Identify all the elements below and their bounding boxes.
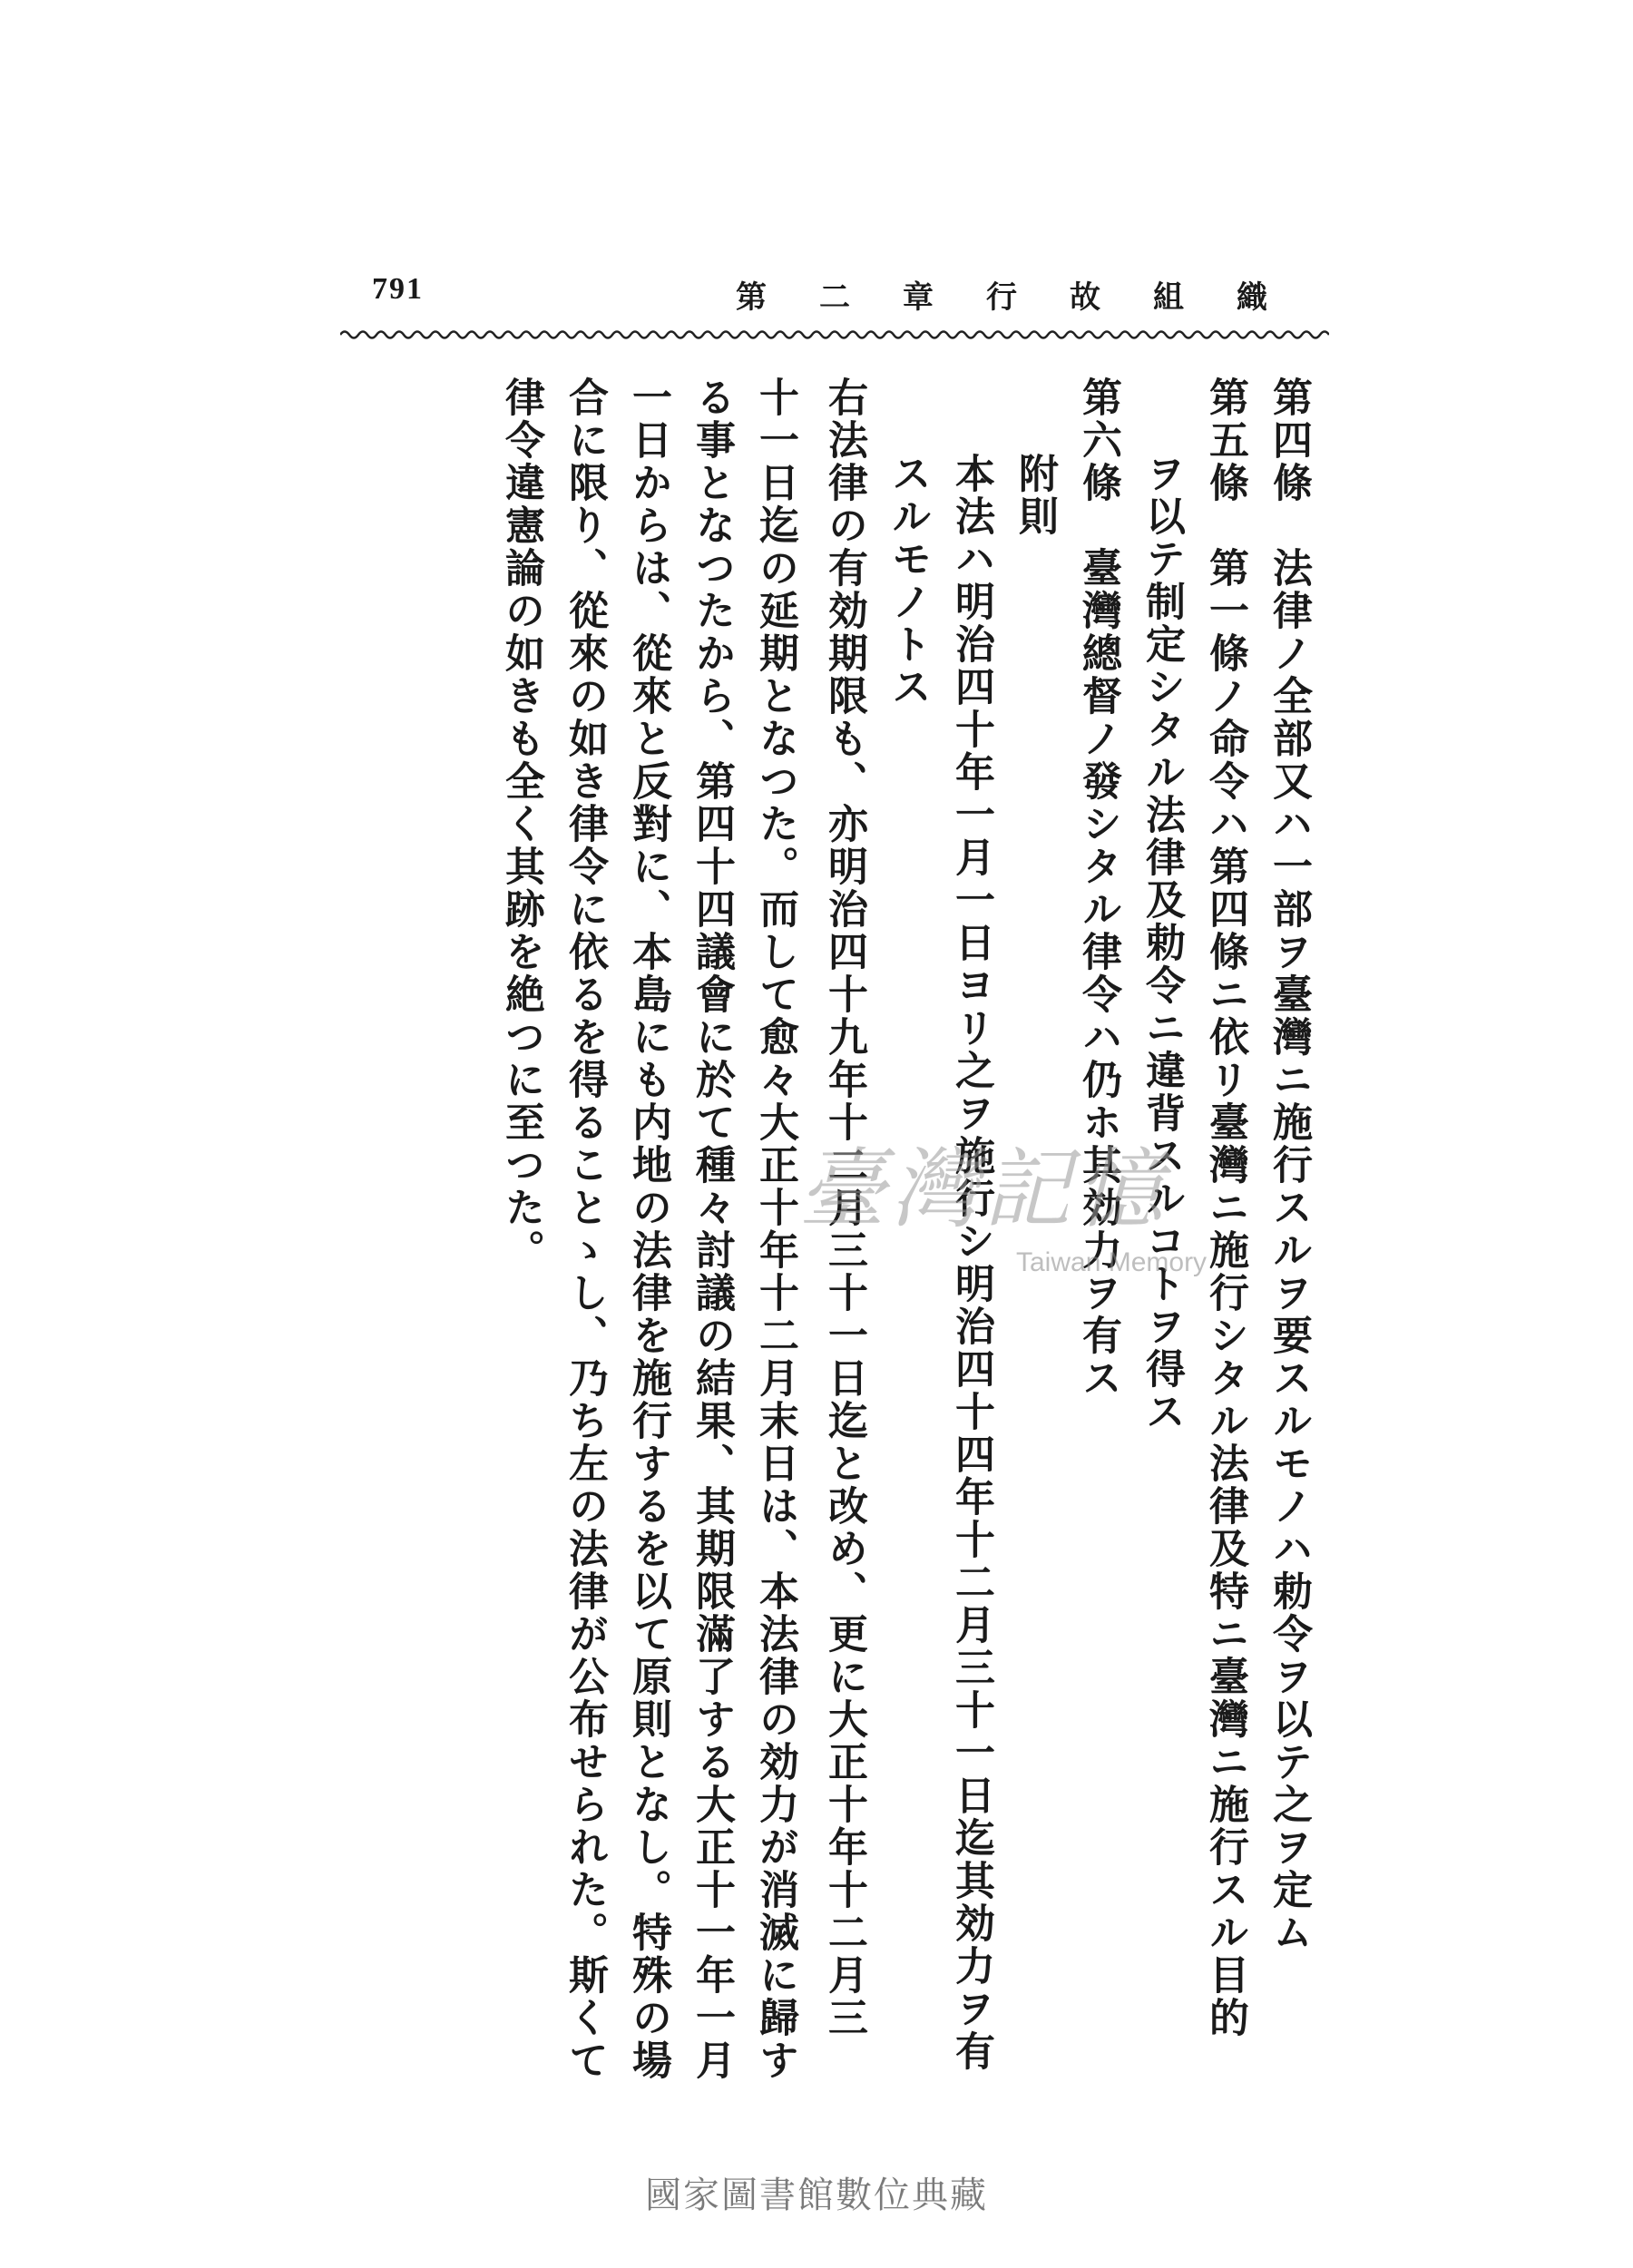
commentary-line-5: 合に限り、從來の如き律令に依るを得ることゝし、乃ち左の法律が公布せられた。斯くて <box>562 376 608 2082</box>
supplementary-provision: 本法ハ明治四十年一月一日ヨリ之ヲ施行シ明治四十四年十二月三十一日迄其効力ヲ有 <box>948 453 994 2073</box>
running-header <box>372 272 1320 327</box>
footer-credit: 國家圖書館數位典藏 <box>645 2175 988 2216</box>
watermark-chinese: 臺灣記憶 <box>798 1139 1169 1240</box>
watermark-english: Taiwan Memory <box>1016 1247 1208 1277</box>
header-rule <box>340 328 1329 341</box>
running-title: 第二章行故組織 <box>736 279 1320 316</box>
vertical-body-text <box>358 376 1320 2082</box>
page-number: 791 <box>372 272 424 306</box>
supplementary-provision-continued: スルモノトス <box>885 453 931 709</box>
commentary-line-3: る事となつたから、第四十四議會に於て種々討議の結果、其期限滿了する大正十一年一月 <box>689 376 735 2082</box>
commentary-line-4: 一日からは、從來と反對に、本島にも内地の法律を施行するを以て原則となし。特殊の場 <box>625 376 671 2082</box>
article-4: 第四條 法律ノ全部又ハ一部ヲ臺灣ニ施行スルヲ要スルモノハ勅令ヲ以テ之ヲ定ム <box>1266 376 1312 1954</box>
article-5-continued: ヲ以テ制定シタル法律及勅令ニ違背スルコトヲ得ス <box>1139 453 1185 1433</box>
commentary-line-1: 右法律の有効期限も、亦明治四十九年十二月三十一日迄と改め、更に大正十年十二月三 <box>821 376 867 2039</box>
supplementary-heading: 附則 <box>1012 453 1058 538</box>
article-6: 第六條 臺灣總督ノ發シタル律令ハ仍ホ其効力ヲ有ス <box>1075 376 1121 1400</box>
commentary-line-2: 十一日迄の延期となつた。而して愈々大正十年十二月末日は、本法律の効力が消滅に歸す <box>752 376 798 2082</box>
article-5: 第五條 第一條ノ命令ハ第四條ニ依リ臺灣ニ施行シタル法律及特ニ臺灣ニ施行スル目的 <box>1202 376 1248 2039</box>
commentary-line-6: 律令違憲論の如きも全く其跡を絶つに至つた。 <box>498 376 544 1272</box>
